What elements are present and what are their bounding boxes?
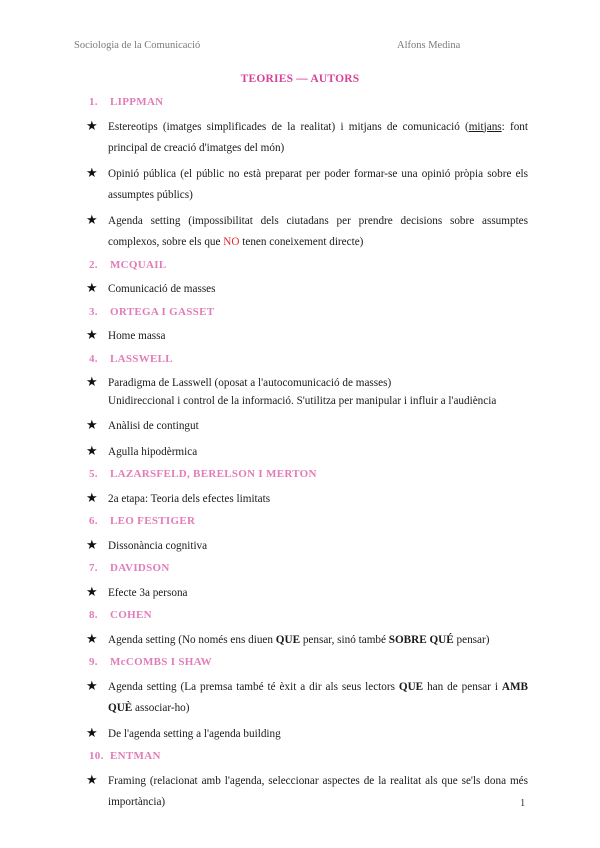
item-underlined-text: mitjans: [468, 120, 502, 133]
list-item: [0, 373, 600, 412]
item-bold-text: QUE: [398, 680, 424, 693]
item-text: Opinió pública (el públic no està preparat per poder formar-se una opinió pròpia sobre els assumptes públics): [108, 167, 528, 201]
section-heading-lasswell: [0, 352, 600, 374]
item-text: Agenda setting (impossibilitat dels ciutadans per prendre decisions sobre assumptes complexos, sobre els que: [108, 214, 528, 248]
star-bullet-icon: ★: [86, 328, 98, 343]
item-text: Framing (relacionat amb l'agenda, seleccionar aspectes de la realitat als que se'ls dona més importància): [108, 774, 528, 808]
header-course-title: Sociologia de la Comunicació: [74, 40, 201, 51]
list-item: [0, 630, 600, 652]
section-heading-cohen: [0, 608, 600, 630]
section-number: 3.: [89, 305, 98, 318]
star-bullet-icon: ★: [86, 584, 98, 600]
list-item: [0, 211, 600, 254]
star-bullet-icon: ★: [86, 725, 98, 741]
star-bullet-icon: ★: [86, 375, 98, 390]
star-bullet-icon: ★: [86, 631, 98, 647]
item-text: Dissonància cognitiva: [108, 539, 208, 552]
list-item: [0, 164, 600, 207]
document-body: [0, 95, 600, 818]
item-text: Home massa: [108, 330, 166, 342]
page-title: TEORIES — AUTORS: [240, 73, 360, 85]
item-text: Estereotips (imatges simplificades de la realitat) i mitjans de comunicació (: [108, 120, 469, 133]
item-text: Agenda setting (La premsa també té èxit a dir als seus lectors: [108, 680, 399, 693]
section-title: McCOMBS I SHAW: [110, 656, 212, 668]
item-text: Paradigma de Lasswell (oposat a l'autocomunicació de masses): [108, 377, 392, 389]
item-text: Agenda setting (No només ens diuen: [108, 633, 276, 646]
section-title: ORTEGA I GASSET: [110, 305, 215, 318]
list-item: [0, 326, 600, 348]
section-heading-mccombs: [0, 655, 600, 677]
item-emphasis-red: NO: [223, 236, 240, 248]
section-number: 4.: [89, 352, 98, 365]
star-bullet-icon: ★: [86, 212, 98, 228]
item-bold-text: AMB QUÈ: [108, 680, 528, 714]
star-bullet-icon: ★: [86, 165, 98, 181]
item-subtext: Unidireccional i control de la informació. S'utilitza per manipular i influir a l'audiència: [108, 394, 497, 407]
item-text: pensar, sinó també: [300, 633, 389, 646]
star-bullet-icon: ★: [86, 537, 98, 553]
item-text: Anàlisi de contingut: [108, 420, 199, 432]
header-author: Alfons Medina: [397, 40, 461, 51]
list-item: [0, 416, 600, 438]
section-heading-lazarsfeld: [0, 467, 600, 489]
list-item: [0, 536, 600, 558]
section-heading-mcquail: [0, 258, 600, 280]
list-item: [0, 677, 600, 720]
star-bullet-icon: ★: [86, 490, 98, 506]
section-title: COHEN: [110, 609, 152, 621]
item-text: pensar): [453, 633, 490, 646]
star-bullet-icon: ★: [86, 281, 98, 296]
section-heading-festiger: [0, 514, 600, 536]
section-title: MCQUAIL: [110, 258, 167, 271]
item-text: associar-ho): [132, 702, 190, 714]
section-number: 8.: [89, 609, 98, 621]
section-title: LASSWELL: [110, 352, 173, 365]
list-item: [0, 442, 600, 464]
item-text: Comunicació de masses: [108, 283, 216, 295]
section-number: 1.: [89, 96, 98, 108]
item-bold-text: QUE: [275, 633, 301, 646]
section-number: 6.: [89, 515, 98, 527]
star-bullet-icon: ★: [86, 678, 98, 694]
page-number: 1: [520, 798, 526, 809]
section-heading-davidson: [0, 561, 600, 583]
item-bold-text: SOBRE QUÉ: [388, 633, 454, 646]
section-heading-entman: [0, 749, 600, 771]
section-number: 9.: [89, 656, 98, 668]
item-text: han de pensar i: [423, 680, 502, 693]
section-title: LEO FESTIGER: [110, 515, 196, 527]
section-heading-lippman: [0, 95, 600, 117]
section-number: 10.: [89, 750, 104, 762]
section-number: 5.: [89, 468, 98, 480]
list-item: [0, 117, 600, 160]
list-item: [0, 771, 600, 814]
item-text: De l'agenda setting a l'agenda building: [108, 727, 281, 740]
item-text: tenen coneixement directe): [239, 236, 364, 248]
section-number: 2.: [89, 258, 98, 271]
star-bullet-icon: ★: [86, 118, 98, 134]
list-item: [0, 279, 600, 301]
item-text: Agulla hipodèrmica: [108, 445, 198, 458]
section-title: LIPPMAN: [110, 96, 164, 108]
star-bullet-icon: ★: [86, 418, 98, 433]
section-title: ENTMAN: [110, 750, 161, 762]
section-title: LAZARSFELD, BERELSON I MERTON: [110, 468, 317, 480]
list-item: [0, 583, 600, 605]
item-text: 2a etapa: Teoria dels efectes limitats: [108, 492, 271, 505]
section-heading-ortega: [0, 305, 600, 327]
item-text: : font principal de creació d'imatges del món): [108, 120, 528, 154]
star-bullet-icon: ★: [86, 772, 98, 788]
list-item: [0, 724, 600, 746]
section-title: DAVIDSON: [110, 562, 170, 574]
star-bullet-icon: ★: [86, 443, 98, 459]
list-item: [0, 489, 600, 511]
section-number: 7.: [89, 562, 98, 574]
item-text: Efecte 3a persona: [108, 586, 188, 599]
